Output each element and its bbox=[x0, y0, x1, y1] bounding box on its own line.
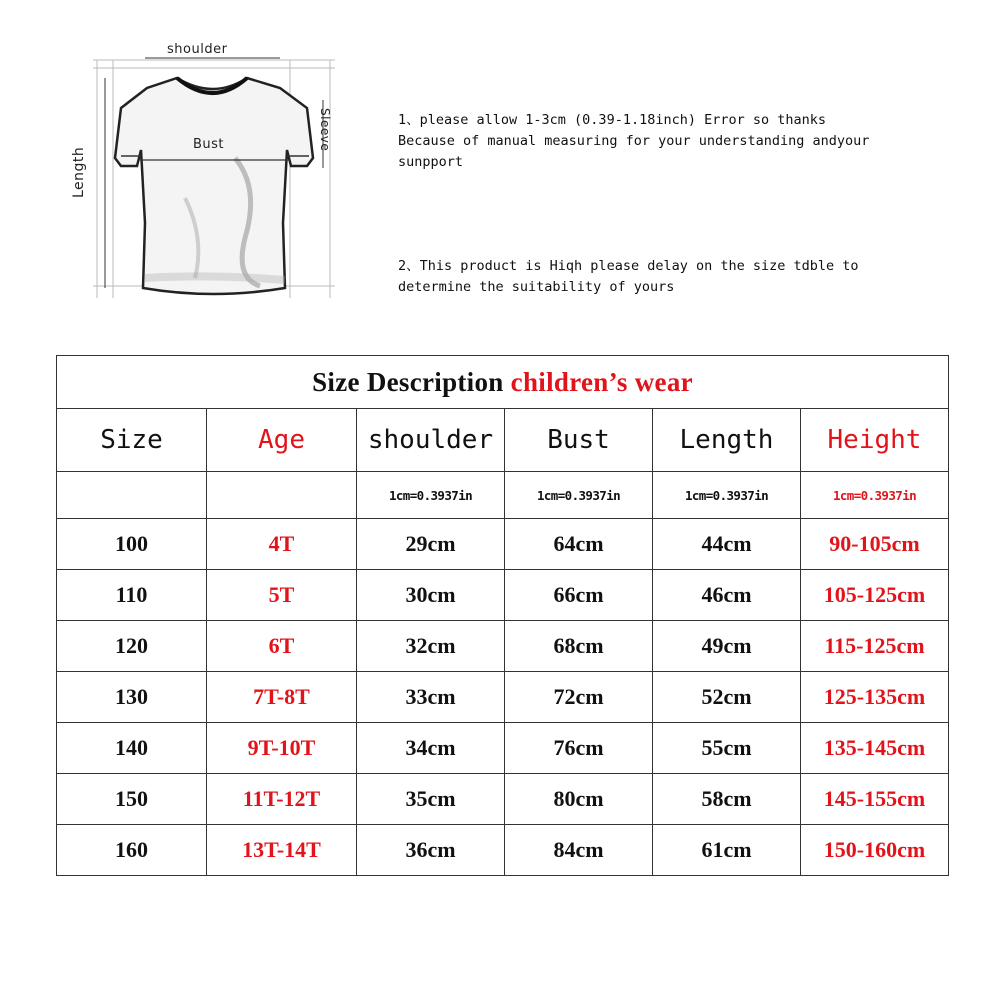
tshirt-measurement-diagram bbox=[71, 38, 335, 308]
title-childrens-wear: children’s wear bbox=[510, 366, 693, 397]
cell-height: 150-160cm bbox=[801, 825, 949, 876]
cell-size: 110 bbox=[57, 570, 207, 621]
unit-height: 1cm=0.3937in bbox=[801, 472, 949, 519]
unit-shoulder: 1cm=0.3937in bbox=[357, 472, 505, 519]
cell-age: 9T-10T bbox=[207, 723, 357, 774]
cell-length: 58cm bbox=[653, 774, 801, 825]
table-row bbox=[57, 723, 949, 774]
table-row bbox=[57, 825, 949, 876]
cell-size: 160 bbox=[57, 825, 207, 876]
cell-height: 115-125cm bbox=[801, 621, 949, 672]
table-row bbox=[57, 621, 949, 672]
cell-age: 5T bbox=[207, 570, 357, 621]
table-row bbox=[57, 519, 949, 570]
cell-height: 145-155cm bbox=[801, 774, 949, 825]
cell-size: 100 bbox=[57, 519, 207, 570]
cell-bust: 72cm bbox=[505, 672, 653, 723]
tshirt-icon bbox=[85, 38, 345, 308]
cell-bust: 76cm bbox=[505, 723, 653, 774]
unit-bust: 1cm=0.3937in bbox=[505, 472, 653, 519]
unit-length: 1cm=0.3937in bbox=[653, 472, 801, 519]
cell-bust: 80cm bbox=[505, 774, 653, 825]
cell-bust: 64cm bbox=[505, 519, 653, 570]
header-age: Age bbox=[207, 409, 357, 472]
table-row bbox=[57, 570, 949, 621]
table-row bbox=[57, 672, 949, 723]
note-size-table: 2、This product is Hiqh please delay on the size tdble to determine the suitability of yours bbox=[398, 258, 859, 295]
header-shoulder: shoulder bbox=[357, 409, 505, 472]
shoulder-label: shoulder bbox=[167, 42, 228, 57]
cell-shoulder: 35cm bbox=[357, 774, 505, 825]
header-height: Height bbox=[801, 409, 949, 472]
cell-height: 125-135cm bbox=[801, 672, 949, 723]
cell-shoulder: 34cm bbox=[357, 723, 505, 774]
cell-bust: 68cm bbox=[505, 621, 653, 672]
cell-length: 46cm bbox=[653, 570, 801, 621]
unit-size bbox=[57, 472, 207, 519]
size-chart-table bbox=[56, 355, 949, 876]
header-length: Length bbox=[653, 409, 801, 472]
cell-shoulder: 29cm bbox=[357, 519, 505, 570]
table-title bbox=[57, 356, 949, 409]
cell-age: 13T-14T bbox=[207, 825, 357, 876]
cell-length: 55cm bbox=[653, 723, 801, 774]
cell-age: 11T-12T bbox=[207, 774, 357, 825]
cell-shoulder: 30cm bbox=[357, 570, 505, 621]
measurement-notes bbox=[398, 110, 958, 295]
cell-bust: 84cm bbox=[505, 825, 653, 876]
sleeve-label: Sleeve bbox=[318, 108, 332, 152]
cell-shoulder: 32cm bbox=[357, 621, 505, 672]
title-size-description: Size Description bbox=[312, 366, 504, 397]
note-error-allowance: 1、please allow 1-3cm (0.39-1.18inch) Error so thanks Because of manual measuring for your understanding andyour sunpport bbox=[398, 112, 870, 170]
cell-length: 44cm bbox=[653, 519, 801, 570]
cell-height: 105-125cm bbox=[801, 570, 949, 621]
cell-bust: 66cm bbox=[505, 570, 653, 621]
cell-size: 150 bbox=[57, 774, 207, 825]
cell-length: 52cm bbox=[653, 672, 801, 723]
bust-label: Bust bbox=[193, 137, 225, 152]
cell-age: 7T-8T bbox=[207, 672, 357, 723]
cell-length: 61cm bbox=[653, 825, 801, 876]
unit-age bbox=[207, 472, 357, 519]
cell-age: 6T bbox=[207, 621, 357, 672]
cell-shoulder: 36cm bbox=[357, 825, 505, 876]
cell-age: 4T bbox=[207, 519, 357, 570]
cell-size: 130 bbox=[57, 672, 207, 723]
cell-size: 120 bbox=[57, 621, 207, 672]
header-bust: Bust bbox=[505, 409, 653, 472]
table-title-row bbox=[57, 356, 949, 409]
table-row bbox=[57, 774, 949, 825]
length-label: Length bbox=[71, 146, 87, 198]
cell-height: 90-105cm bbox=[801, 519, 949, 570]
table-unit-row bbox=[57, 472, 949, 519]
cell-height: 135-145cm bbox=[801, 723, 949, 774]
header-size: Size bbox=[57, 409, 207, 472]
cell-size: 140 bbox=[57, 723, 207, 774]
table-header-row bbox=[57, 409, 949, 472]
cell-shoulder: 33cm bbox=[357, 672, 505, 723]
cell-length: 49cm bbox=[653, 621, 801, 672]
